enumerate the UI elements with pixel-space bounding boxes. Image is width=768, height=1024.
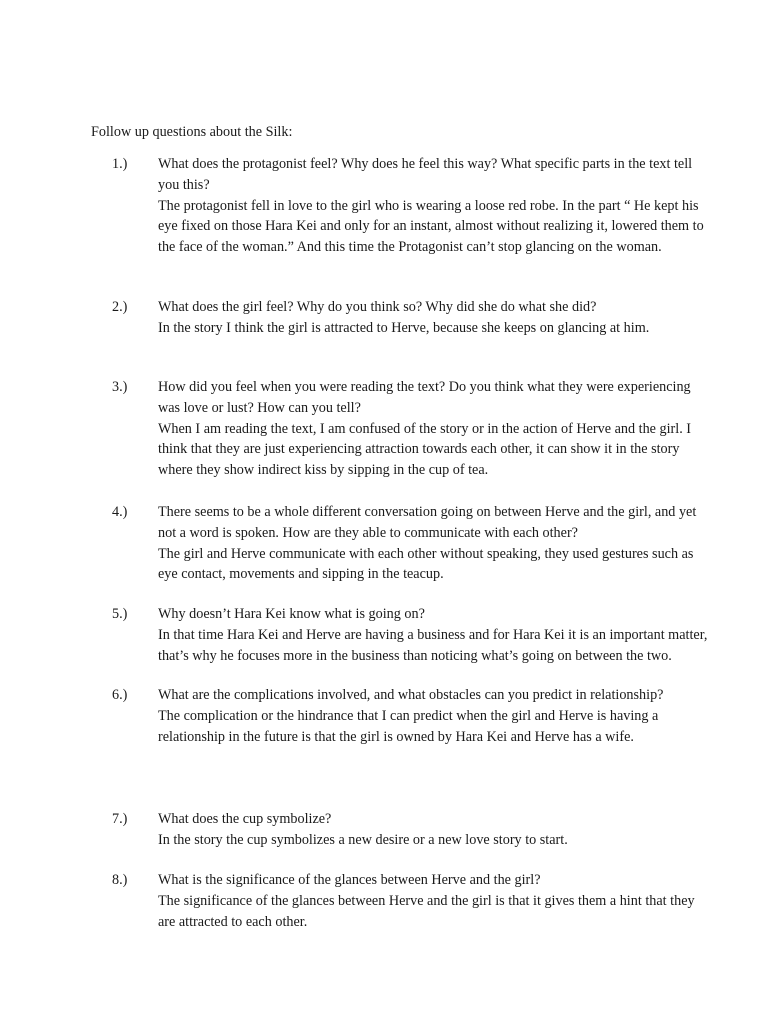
question-number: 7.) [112, 811, 128, 827]
answer-text: The complication or the hindrance that I can predict when the girl and Herve is having a relationship in the future is that the girl is owned by Hara Kei and Herve has a wife. [158, 707, 659, 745]
question-text: What does the cup symbolize? [158, 811, 332, 827]
question-number: 2.) [112, 299, 128, 315]
question-number: 3.) [112, 379, 128, 395]
question-body [158, 297, 710, 339]
answer-text: In the story I think the girl is attracted to Herve, because she keeps on glancing at him. [158, 319, 650, 336]
question-body [158, 809, 710, 851]
question-text: What does the girl feel? Why do you think so? Why did she do what she did? [158, 299, 597, 315]
question-body [158, 870, 710, 932]
question-text: Why doesn’t Hara Kei know what is going on? [158, 606, 425, 622]
question-text: How did you feel when you were reading the text? Do you think what they were experiencing was love or lust? How can you tell? [158, 379, 691, 416]
question-body [158, 154, 710, 258]
question-number: 1.) [112, 156, 128, 172]
question-body [158, 685, 710, 747]
question-number: 8.) [112, 872, 128, 888]
question-number: 4.) [112, 504, 128, 520]
answer-text: In the story the cup symbolizes a new desire or a new love story to start. [158, 831, 568, 848]
question-number: 6.) [112, 687, 128, 703]
question-text: What does the protagonist feel? Why does he feel this way? What specific parts in the text tell you this? [158, 156, 693, 193]
answer-text: When I am reading the text, I am confused of the story or in the action of Herve and the girl. I think that they are just experiencing attraction towards each other, it can show it in the story where they show indirect kiss by sipping in the cup of tea. [158, 420, 692, 479]
question-text: What are the complications involved, and what obstacles can you predict in relationship? [158, 687, 664, 703]
question-body [158, 502, 710, 585]
answer-text: The significance of the glances between Herve and the girl is that it gives them a hint that they are attracted to each other. [158, 892, 695, 930]
question-text: There seems to be a whole different conversation going on between Herve and the girl, and yet not a word is spoken. How are they able to communicate with each other? [158, 504, 697, 541]
page-title: Follow up questions about the Silk: [91, 124, 293, 140]
question-text: What is the significance of the glances between Herve and the girl? [158, 872, 541, 888]
answer-text: The protagonist fell in love to the girl who is wearing a loose red robe. In the part “ He kept his eye fixed on those Hara Kei and only for an instant, almost without realizing it, lowered them to the face of the woman.” And this time the Protagonist can’t stop glancing on the woman. [158, 197, 704, 256]
question-body [158, 377, 710, 481]
question-number: 5.) [112, 606, 128, 622]
answer-text: In that time Hara Kei and Herve are having a business and for Hara Kei it is an important matter, that’s why he focuses more in the business than noticing what’s going on between the two. [158, 626, 708, 664]
answer-text: The girl and Herve communicate with each other without speaking, they used gestures such as eye contact, movements and sipping in the teacup. [158, 545, 694, 583]
question-body [158, 604, 710, 666]
